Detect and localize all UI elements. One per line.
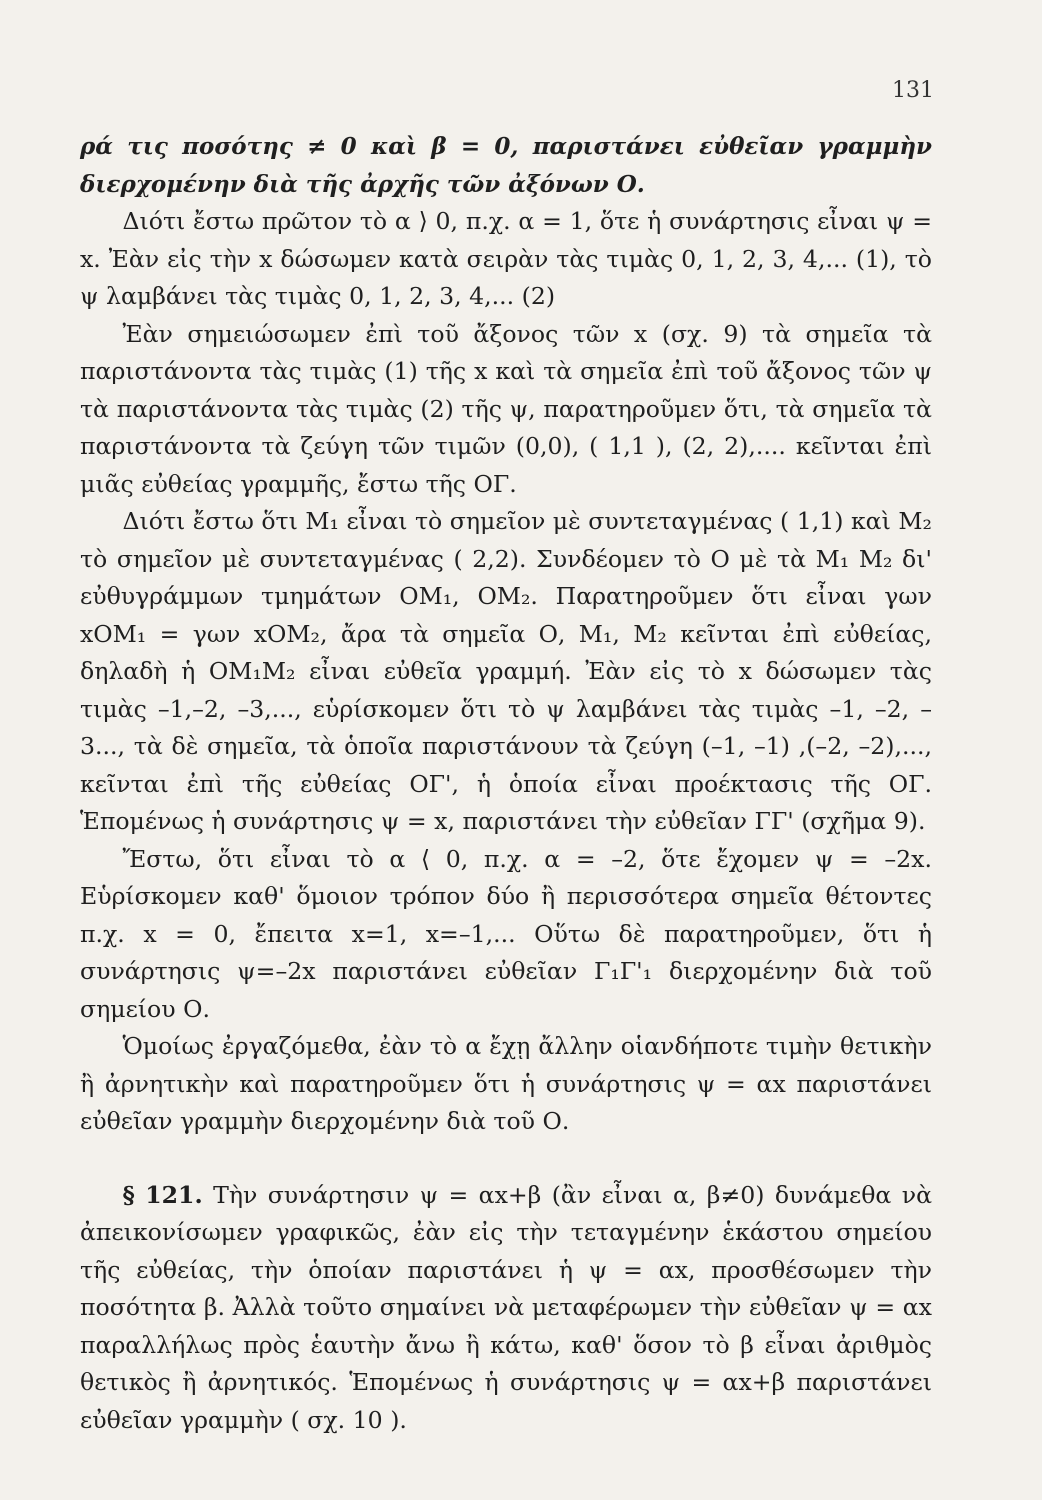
page-number: 131 [892,78,934,103]
paragraph-proof-positive: Διότι ἔστω πρῶτον τὸ α ⟩ 0, π.χ. α = 1, ὅτε ἡ συνάρτησις εἶναι ψ = x. Ἐὰν εἰς τὴν x δώσωμεν κατὰ σειρὰν τὰς τιμὰς 0, 1, 2, 3, 4,... (1), τὸ ψ λαμβάνει τὰς τιμὰς 0, 1, 2, 3, 4,... (2) [80,207,932,310]
paragraph-general-case: Ὁμοίως ἐργαζόμεθα, ἐὰν τὸ α ἔχῃ ἄλλην οἱανδήποτε τιμὴν θετικὴν ἢ ἀρνητικὴν καὶ παρατηροῦμεν ὅτι ἡ συνάρτησις ψ = αx παριστάνει εὐθεῖαν γραμμὴν διερχομένην διὰ τοῦ Ο. [80,1032,932,1135]
paragraph-proof-collinear: Διότι ἔστω ὅτι Μ₁ εἶναι τὸ σημεῖον μὲ συντεταγμένας ( 1,1) καὶ Μ₂ τὸ σημεῖον μὲ συντεταγμένας ( 2,2). Συνδέομεν τὸ Ο μὲ τὰ Μ₁ Μ₂ δι' εὐθυγράμμων τμημάτων ΟΜ₁, ΟΜ₂. Παρατηροῦμεν ὅτι εἶναι γων xΟΜ₁ = γων xΟΜ₂, ἄρα τὰ σημεῖα Ο, Μ₁, Μ₂ κεῖνται ἐπὶ εὐθείας, δηλαδὴ ἡ ΟΜ₁Μ₂ εἶναι εὐθεῖα γραμμή. Ἐὰν εἰς τὸ x δώσωμεν τὰς τιμὰς –1,–2, –3,..., εὑρίσκομεν ὅτι τὸ ψ λαμβάνει τὰς τιμὰς –1, –2, –3..., τὰ δὲ σημεῖα, τὰ ὁποῖα παριστάνουν τὰ ζεύγη (–1, –1) ,(–2, –2),..., κεῖνται ἐπὶ τῆς εὐθείας ΟΓ', ἡ ὁποία εἶναι προέκτασις τῆς ΟΓ. Ἑπομένως ἡ συνάρτησις ψ = x, παριστάνει τὴν εὐθεῖαν ΓΓ' (σχῆμα 9). [80,507,932,835]
paragraph-intro: ρά τις ποσότης ≠ 0 καὶ β = 0, παριστάνει εὐθεῖαν γραμμὴν διερχομένην διὰ τῆς ἀρχῆς τῶν ἀξόνων Ο. [80,133,932,198]
section-number: 121. [145,1180,203,1209]
paragraph-points-on-axes: Ἐὰν σημειώσωμεν ἐπὶ τοῦ ἄξονος τῶν x (σχ. 9) τὰ σημεῖα τὰ παριστάνοντα τὰς τιμὰς (1) τῆς x καὶ τὰ σημεῖα ἐπὶ τοῦ ἄξονος τῶν ψ τὰ παριστάνοντα τὰς τιμὰς (2) τῆς ψ, παρατηροῦμεν ὅτι, τὰ σημεῖα τὰ παριστάνοντα τὰ ζεύγη τῶν τιμῶν (0,0), ( 1,1 ), (2, 2),.... κεῖνται ἐπὶ μιᾶς εὐθείας γραμμῆς, ἔστω τῆς ΟΓ. [80,319,932,498]
paragraph-negative-case: Ἔστω, ὅτι εἶναι τὸ α ⟨ 0, π.χ. α = –2, ὅτε ἔχομεν ψ = –2x. Εὑρίσκομεν καθ' ὅμοιον τρόπον δύο ἢ περισσότερα σημεῖα θέτοντες π.χ. x = 0, ἔπειτα x=1, x=–1,... Οὕτω δὲ παρατηροῦμεν, ὅτι ἡ συνάρτησις ψ=–2x παριστάνει εὐθεῖαν Γ₁Γ'₁ διερχομένην διὰ τοῦ σημείου Ο. [80,844,932,1023]
section-121-text: Τὴν συνάρτησιν ψ = αx+β (ἂν εἶναι α, β≠0) δυνάμεθα νὰ ἀπεικονίσωμεν γραφικῶς, ἐὰν εἰς τὴν τεταγμένην ἑκάστου σημείου τῆς εὐθείας, τὴν ὁποίαν παριστάνει ἡ ψ = αx, προσθέσωμεν τὴν ποσότητα β. Ἀλλὰ τοῦτο σημαίνει νὰ μεταφέρωμεν τὴν εὐθεῖαν ψ = αx παραλλήλως πρὸς ἑαυτὴν ἄνω ἢ κάτω, καθ' ὅσον τὸ β εἶναι ἀριθμὸς θετικὸς ἢ ἀρνητικός. Ἑπομένως ἡ συνάρτησις ψ = αx+β παριστάνει εὐθεῖαν γραμμὴν ( σχ. 10 ). [80,1180,933,1434]
section-121 [80,1177,932,1440]
page-body [80,128,932,1439]
section-spacer [80,1141,932,1177]
section-sign: § [122,1180,135,1209]
